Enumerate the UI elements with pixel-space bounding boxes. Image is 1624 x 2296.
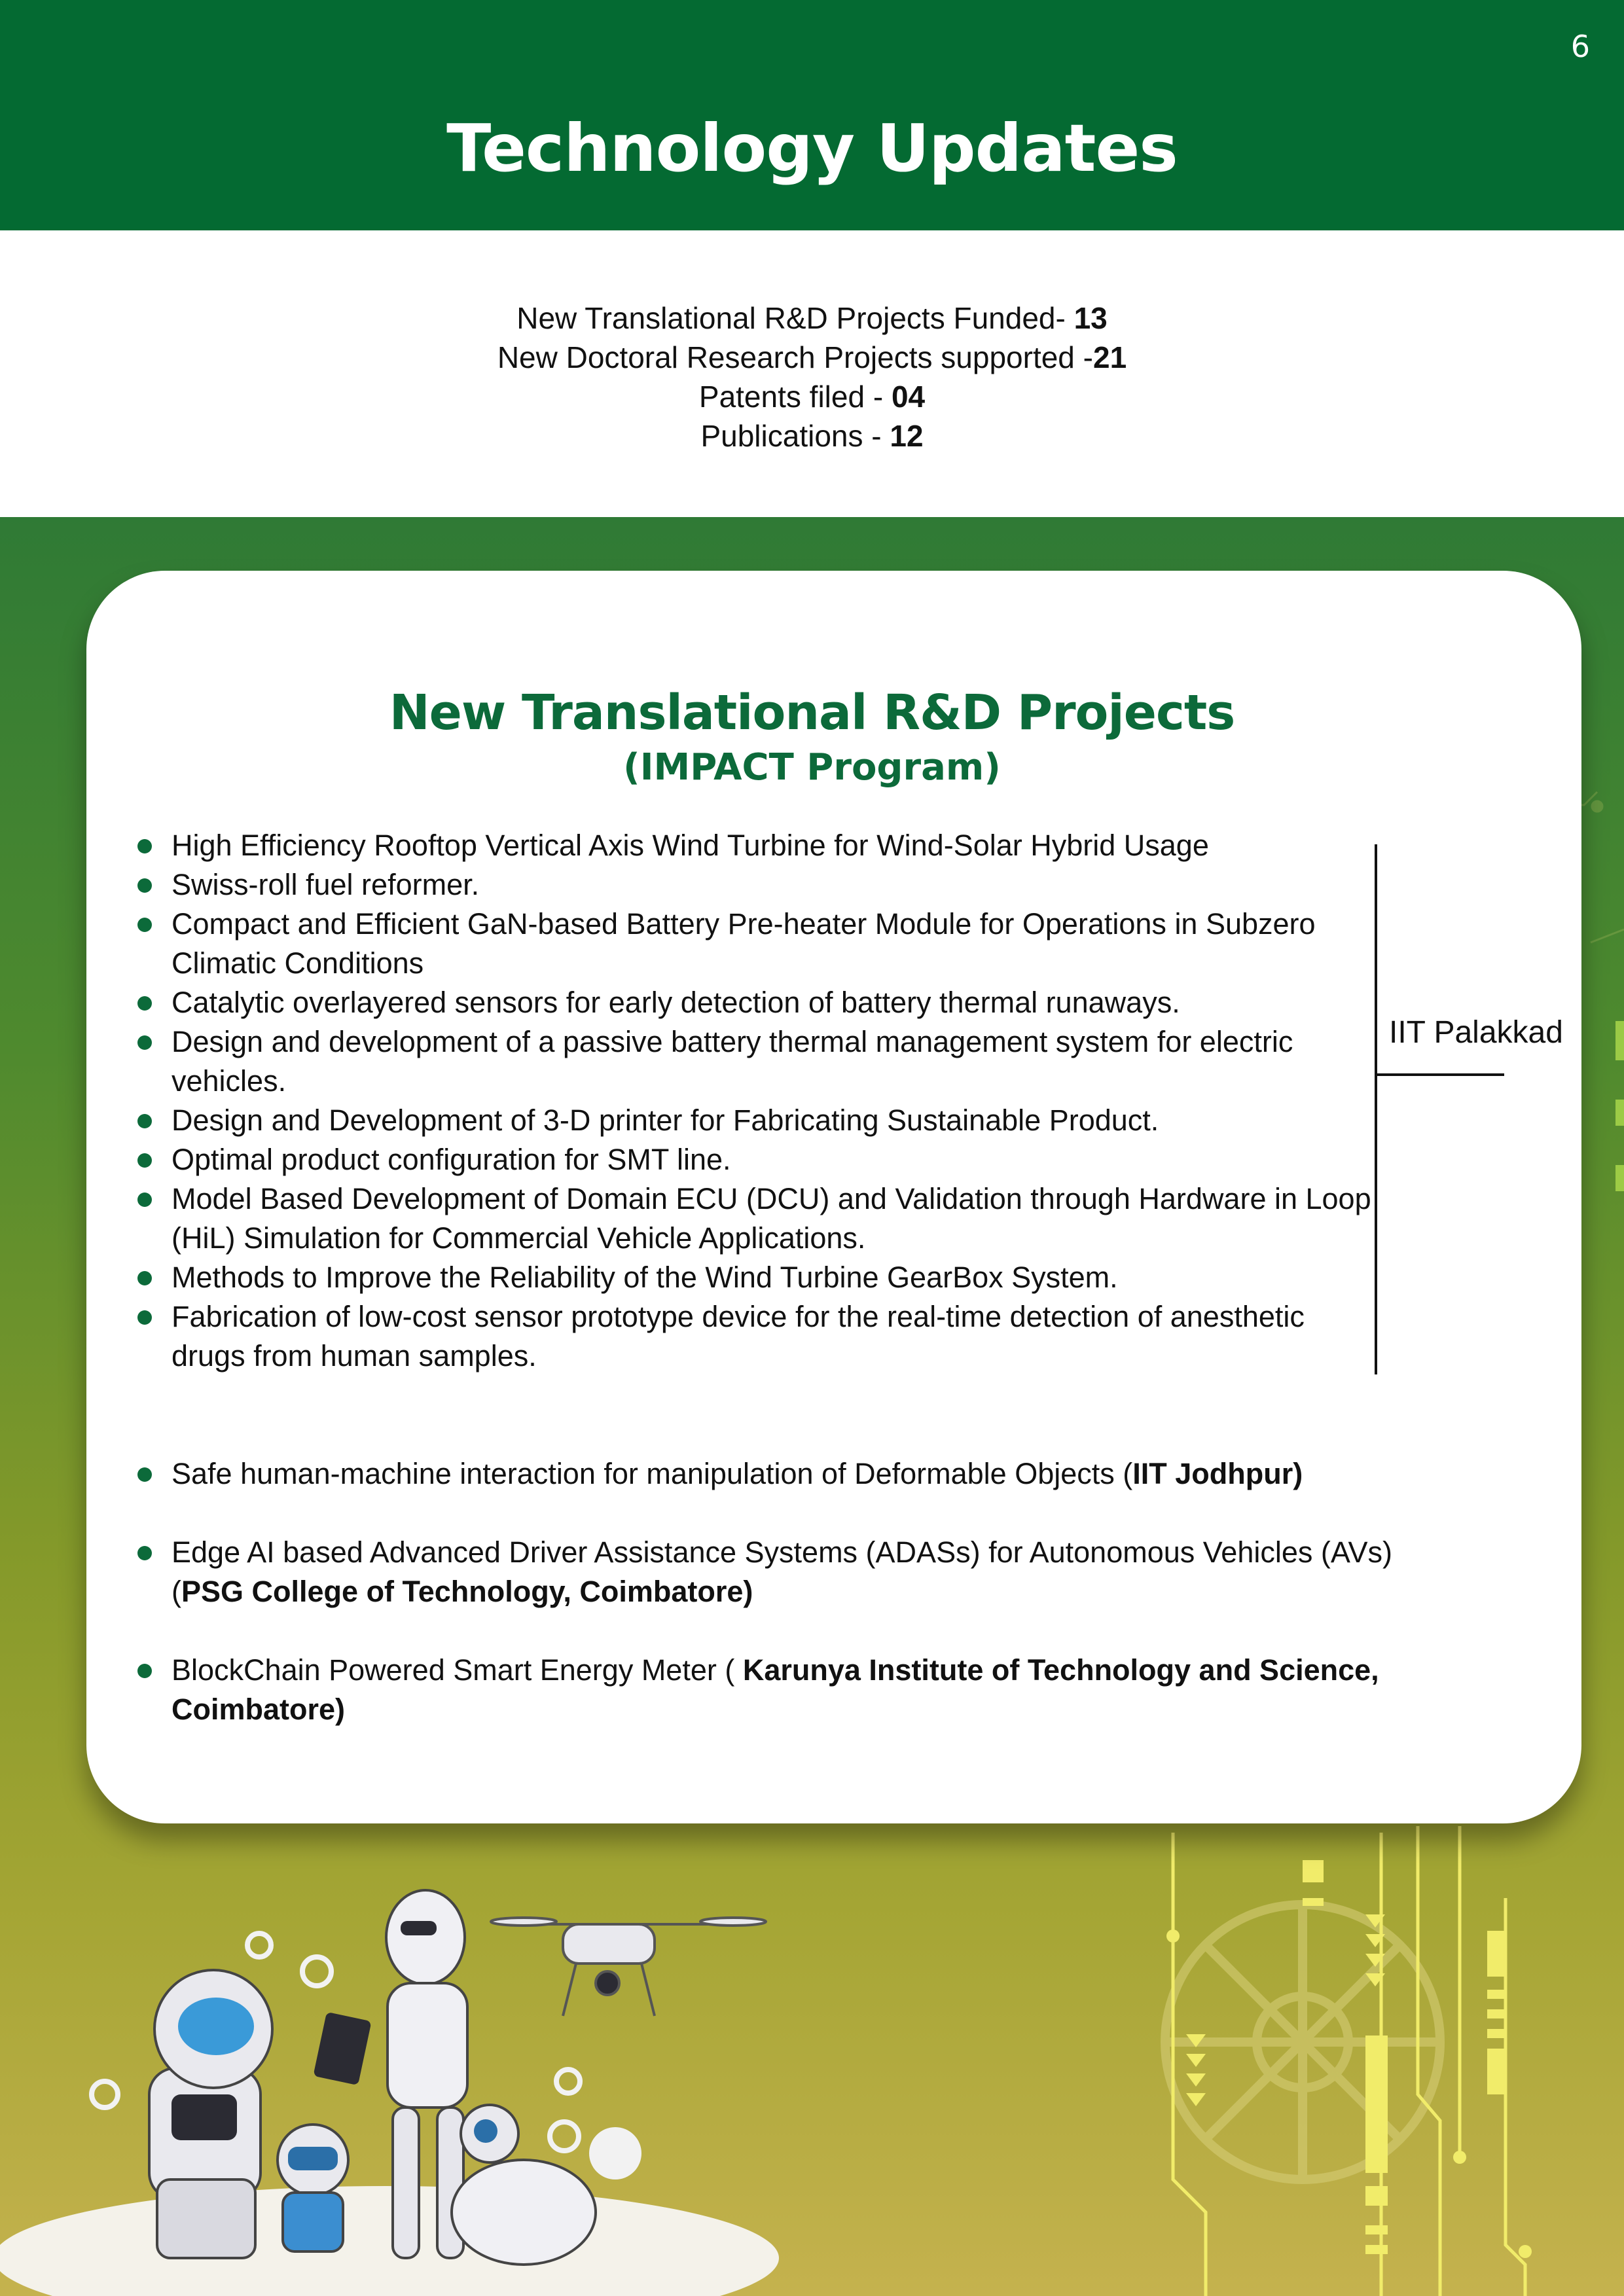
list-item: [171, 1533, 1402, 1611]
stat-row: [0, 338, 1624, 377]
list-item: High Efficiency Rooftop Vertical Axis Wind Turbine for Wind-Solar Hybrid Usage: [171, 826, 1376, 865]
list-item: [171, 1454, 1402, 1494]
stat-value: 12: [890, 419, 924, 453]
project-title: Safe human-machine interaction for manipulation of Deformable Objects (: [171, 1457, 1133, 1490]
page-number: 6: [1570, 29, 1590, 64]
card-subtitle: (IMPACT Program): [623, 746, 1001, 789]
bracket-underline: [1376, 1073, 1504, 1076]
project-institution: PSG College of Technology, Coimbatore: [181, 1575, 744, 1608]
iit-palakkad-project-list: [171, 826, 1376, 1376]
card-title: New Translational R&D Projects: [389, 685, 1235, 741]
stat-label: New Doctoral Research Projects supported -: [497, 340, 1093, 374]
stat-label: New Translational R&D Projects Funded-: [516, 301, 1074, 335]
stat-row: [0, 416, 1624, 456]
list-item: Compact and Efficient GaN-based Battery Pre-heater Module for Operations in Subzero Climatic Conditions: [171, 905, 1376, 983]
list-item: Methods to Improve the Reliability of the Wind Turbine GearBox System.: [171, 1258, 1376, 1297]
stats-summary: [0, 298, 1624, 456]
project-institution: IIT Jodhpur: [1132, 1457, 1293, 1490]
list-item: [171, 1651, 1402, 1729]
stat-row: [0, 298, 1624, 338]
stat-value: 04: [891, 380, 926, 414]
list-item: Optimal product configuration for SMT line.: [171, 1140, 1376, 1179]
list-item: Swiss-roll fuel reformer.: [171, 865, 1376, 905]
list-item: Fabrication of low-cost sensor prototype device for the real-time detection of anesthetic drugs from human samples.: [171, 1297, 1376, 1376]
bracket-line: [1375, 844, 1377, 1374]
institution-label: IIT Palakkad: [1389, 1015, 1563, 1050]
stat-value: 13: [1074, 301, 1108, 335]
list-item: Model Based Development of Domain ECU (DCU) and Validation through Hardware in Loop (HiL) Simulation for Commercial Vehicle Applications.: [171, 1179, 1376, 1258]
robot-illustration-icon: [0, 1890, 779, 2296]
gear-icon: [1165, 1905, 1440, 2179]
list-item: Design and Development of 3-D printer for Fabricating Sustainable Product.: [171, 1101, 1376, 1140]
page-title: Technology Updates: [446, 110, 1178, 187]
list-item: Catalytic overlayered sensors for early detection of battery thermal runaways.: [171, 983, 1376, 1022]
project-title: BlockChain Powered Smart Energy Meter (: [171, 1653, 743, 1687]
list-item: Design and development of a passive battery thermal management system for electric vehicles.: [171, 1022, 1376, 1101]
stat-value: 21: [1093, 340, 1127, 374]
project-suffix: ): [1293, 1457, 1303, 1490]
stat-label: Patents filed -: [698, 380, 892, 414]
stat-label: Publications -: [700, 419, 890, 453]
project-title: Edge AI based Advanced Driver Assistance Systems (ADASs) for Autonomous Vehicles (AVs) (: [171, 1535, 1393, 1608]
stat-row: [0, 377, 1624, 416]
project-institution: Karunya Institute of Technology and Science, Coimbatore: [171, 1653, 1379, 1726]
drone-icon: [491, 1918, 766, 2016]
project-suffix: ): [743, 1575, 753, 1608]
project-suffix: ): [335, 1693, 346, 1726]
